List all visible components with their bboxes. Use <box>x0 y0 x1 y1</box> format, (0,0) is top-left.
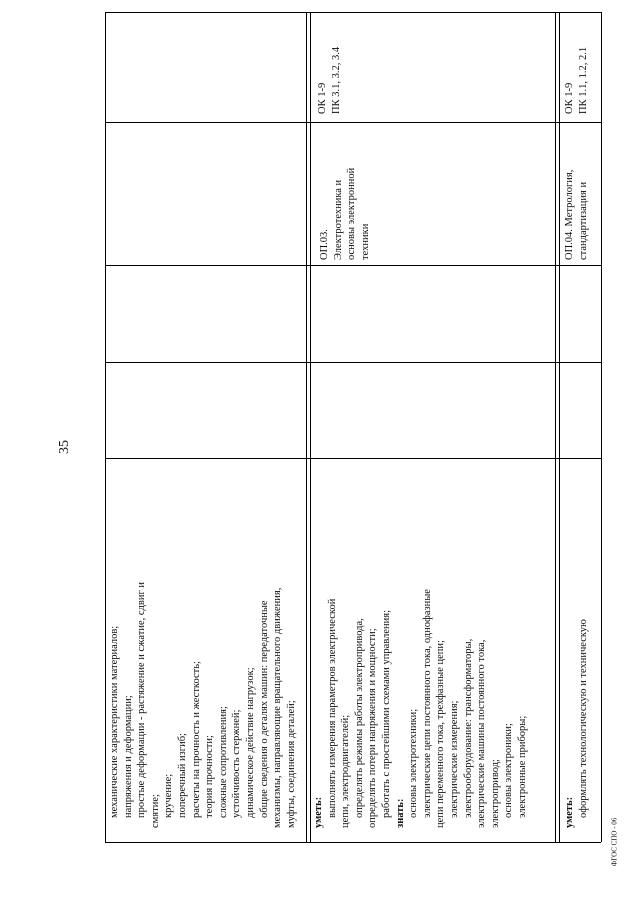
column-separator-1 <box>105 122 601 123</box>
block2-line: электрические машины постоянного тока, <box>476 639 488 828</box>
row-separator-1b <box>310 12 311 842</box>
block1-line: общие сведения о деталях машин: передаточные <box>258 600 270 818</box>
block2-line: электронные приборы; <box>516 715 528 818</box>
footer-code-text: ФГОС СПО - 06 <box>610 817 619 867</box>
umet-label: уметь: <box>313 796 324 828</box>
block2-content-cell <box>312 460 554 840</box>
row-separator-2 <box>555 12 556 842</box>
block2-line: выполнять измерения параметров электрической <box>326 598 338 818</box>
block2-line: основы электротехники; <box>408 708 420 818</box>
page-number-text: 35 <box>57 440 72 454</box>
discipline-line: ОП.03. <box>319 229 330 260</box>
discipline-line: Электротехника и <box>332 179 344 260</box>
znat-label: знать: <box>394 798 406 828</box>
discipline-line: основы электронной <box>346 167 358 260</box>
column-separator-2 <box>105 265 601 266</box>
block2-line: определять потери напряжения и мощности; <box>367 628 379 828</box>
block1-line: теория прочности; <box>204 735 216 818</box>
competency-line: ОК 1-9 <box>564 82 575 114</box>
block1-line: смятие; <box>149 794 161 828</box>
block1-line: устойчивость стержней; <box>231 709 243 818</box>
block1-line: расчеты на прочность и жесткость; <box>190 661 202 818</box>
discipline-line: ОП.04. Метрология, <box>564 169 575 260</box>
row-separator-1 <box>306 12 307 842</box>
block1-line: простые деформации - растяжение и сжатие, сдвиг и <box>136 581 148 818</box>
block1-line: механические характеристики материалов; <box>109 625 120 818</box>
column-separator-3 <box>105 362 601 363</box>
block1-line: поперечный изгиб; <box>176 733 188 818</box>
block1-line: сложные сопротивления; <box>217 706 229 818</box>
competency-line: ПК 3.1, 3.2, 3.4 <box>330 46 342 114</box>
block1-line: механизмы, направляющие вращательного движения, <box>272 587 284 828</box>
block2-line: цепи переменного тока, трехфазные цепи; <box>435 640 447 828</box>
block2-line: основы электроники; <box>503 723 515 818</box>
table-border-left <box>105 12 106 842</box>
block2-discipline-cell <box>312 124 554 264</box>
row-separator-2b <box>559 12 560 842</box>
block2-line: электропривод; <box>489 759 501 828</box>
block1-line: кручение; <box>163 773 175 818</box>
umet-label: уметь: <box>564 796 575 828</box>
discipline-line: техники <box>359 223 371 260</box>
block1-line: муфты, соединения деталей; <box>285 700 297 828</box>
table-border-right <box>601 12 602 842</box>
block3-competencies-cell <box>561 14 599 120</box>
block3-discipline-cell <box>561 124 599 264</box>
competency-line: ПК 1.1, 1.2, 2.1 <box>577 46 589 114</box>
column-separator-4 <box>105 458 601 459</box>
block1-line: динамическое действие нагрузок; <box>244 667 256 818</box>
table-border-bottom <box>105 842 601 843</box>
table-border-top <box>105 12 601 13</box>
block2-line: электрические измерения; <box>448 700 460 818</box>
block2-line: электрические цепи постоянного тока, однофазные <box>421 589 433 818</box>
block2-competencies-cell <box>312 14 554 120</box>
block1-line: напряжения и деформации; <box>122 695 134 818</box>
block3-line: оформлять технологическую и техническую <box>577 619 589 818</box>
block2-line: электрооборудование: трансформаторы, <box>462 638 474 818</box>
discipline-line: стандартизация и <box>577 181 589 260</box>
block1-content-cell <box>108 460 304 840</box>
block2-line: цепи, электродвигателей; <box>340 714 352 828</box>
block3-content-cell <box>561 460 599 840</box>
block2-line: работать с простейшими схемами управления; <box>380 609 392 818</box>
competency-line: ОК 1-9 <box>317 82 328 114</box>
block2-line: определять режимы работы электропривода, <box>353 618 365 818</box>
